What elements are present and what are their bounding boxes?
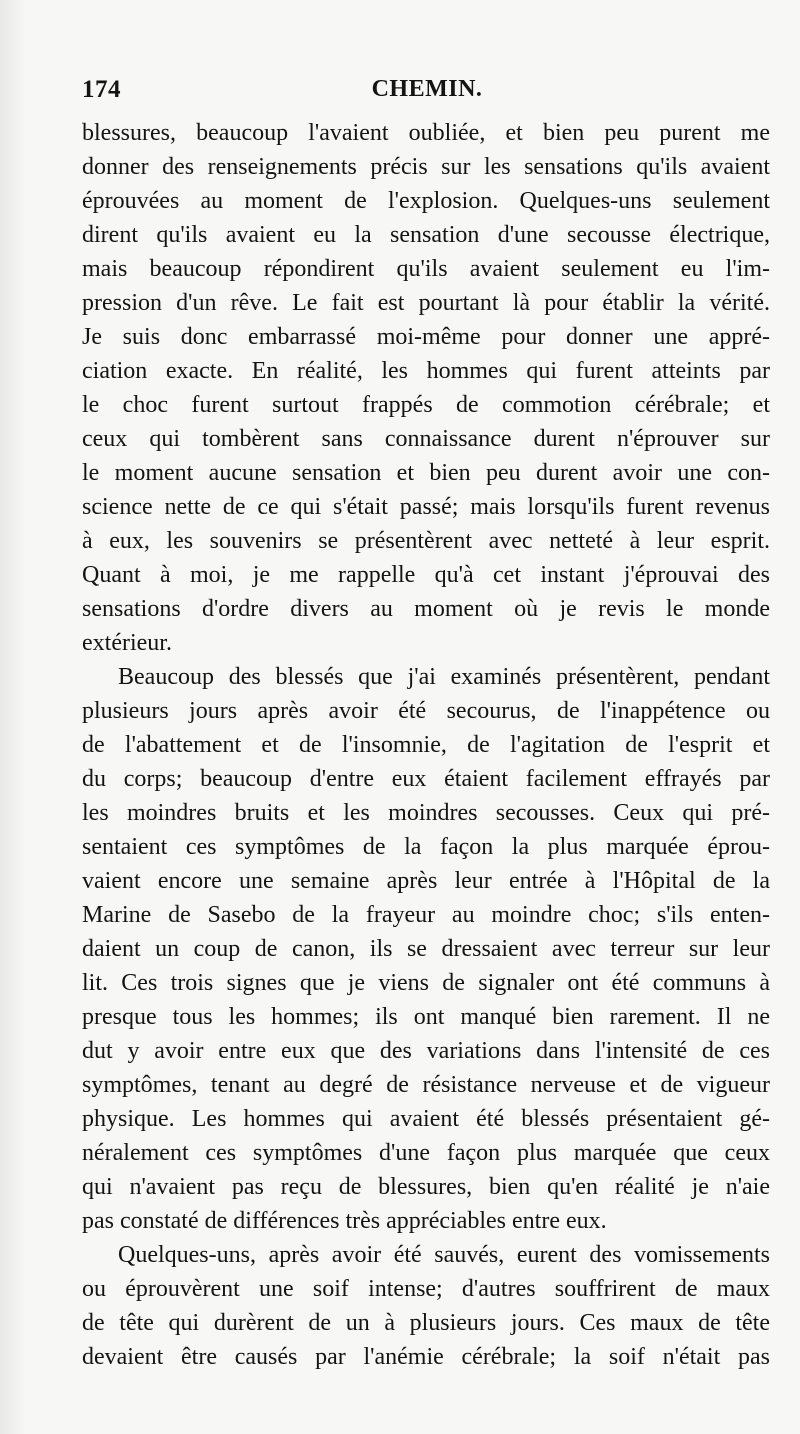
text-line: sentaient ces symptômes de la façon la plus marquée éprou- [82,834,770,860]
text-line: Marine de Sasebo de la frayeur au moindre choc; s'ils enten- [82,902,770,928]
paragraph-end-line: extérieur. [82,630,172,656]
text-line: le choc furent surtout frappés de commotion cérébrale; et [82,392,770,418]
text-line: les moindres bruits et les moindres secousses. Ceux qui pré- [82,800,770,826]
text-line: pression d'un rêve. Le fait est pourtant là pour établir la vérité. [82,290,770,316]
text-line: néralement ces symptômes d'une façon plus marquée que ceux [82,1140,770,1166]
text-line: ceux qui tombèrent sans connaissance durent n'éprouver sur [82,426,770,452]
text-line: plusieurs jours après avoir été secourus, de l'inappétence ou [82,698,770,724]
text-line: ciation exacte. En réalité, les hommes qui furent atteints par [82,358,770,384]
text-line: Je suis donc embarrassé moi-même pour donner une appré- [82,324,770,350]
page-number: 174 [82,76,121,103]
paragraph-first-line: Beaucoup des blessés que j'ai examinés présentèrent, pendant [118,664,770,690]
text-line: Quant à moi, je me rappelle qu'à cet instant j'éprouvai des [82,562,770,588]
text-line: du corps; beaucoup d'entre eux étaient facilement effrayés par [82,766,770,792]
text-line: éprouvées au moment de l'explosion. Quelques-uns seulement [82,188,770,214]
text-line: dirent qu'ils avaient eu la sensation d'une secousse électrique, [82,222,770,248]
text-line: ou éprouvèrent une soif intense; d'autres souffrirent de maux [82,1276,770,1302]
text-line: vaient encore une semaine après leur entrée à l'Hôpital de la [82,868,770,894]
text-line: sensations d'ordre divers au moment où je revis le monde [82,596,770,622]
body-text [82,116,770,1374]
running-title: CHEMIN. [371,76,483,102]
text-line: science nette de ce qui s'était passé; mais lorsqu'ils furent revenus [82,494,770,520]
text-line: devaient être causés par l'anémie cérébrale; la soif n'était pas [82,1344,770,1370]
text-line: le moment aucune sensation et bien peu durent avoir une con- [82,460,770,486]
text-line: daient un coup de canon, ils se dressaient avec terreur sur leur [82,936,770,962]
text-line: presque tous les hommes; ils ont manqué bien rarement. Il ne [82,1004,770,1030]
paragraph-end-line: pas constaté de différences très appréciables entre eux. [82,1208,607,1234]
text-line: de l'abattement et de l'insomnie, de l'agitation de l'esprit et [82,732,770,758]
text-line: dut y avoir entre eux que des variations dans l'intensité de ces [82,1038,770,1064]
text-line: lit. Ces trois signes que je viens de signaler ont été communs à [82,970,770,996]
text-line: physique. Les hommes qui avaient été blessés présentaient gé- [82,1106,770,1132]
text-line: qui n'avaient pas reçu de blessures, bien qu'en réalité je n'aie [82,1174,770,1200]
text-line: à eux, les souvenirs se présentèrent avec netteté à leur esprit. [82,528,770,554]
text-line: de tête qui durèrent de un à plusieurs jours. Ces maux de tête [82,1310,770,1336]
text-line: blessures, beaucoup l'avaient oubliée, et bien peu purent me [82,120,770,146]
paragraph-first-line: Quelques-uns, après avoir été sauvés, eurent des vomissements [118,1242,770,1268]
text-line: mais beaucoup répondirent qu'ils avaient seulement eu l'im- [82,256,770,282]
text-line: donner des renseignements précis sur les sensations qu'ils avaient [82,154,770,180]
text-line: symptômes, tenant au degré de résistance nerveuse et de vigueur [82,1072,770,1098]
running-header [82,76,772,106]
